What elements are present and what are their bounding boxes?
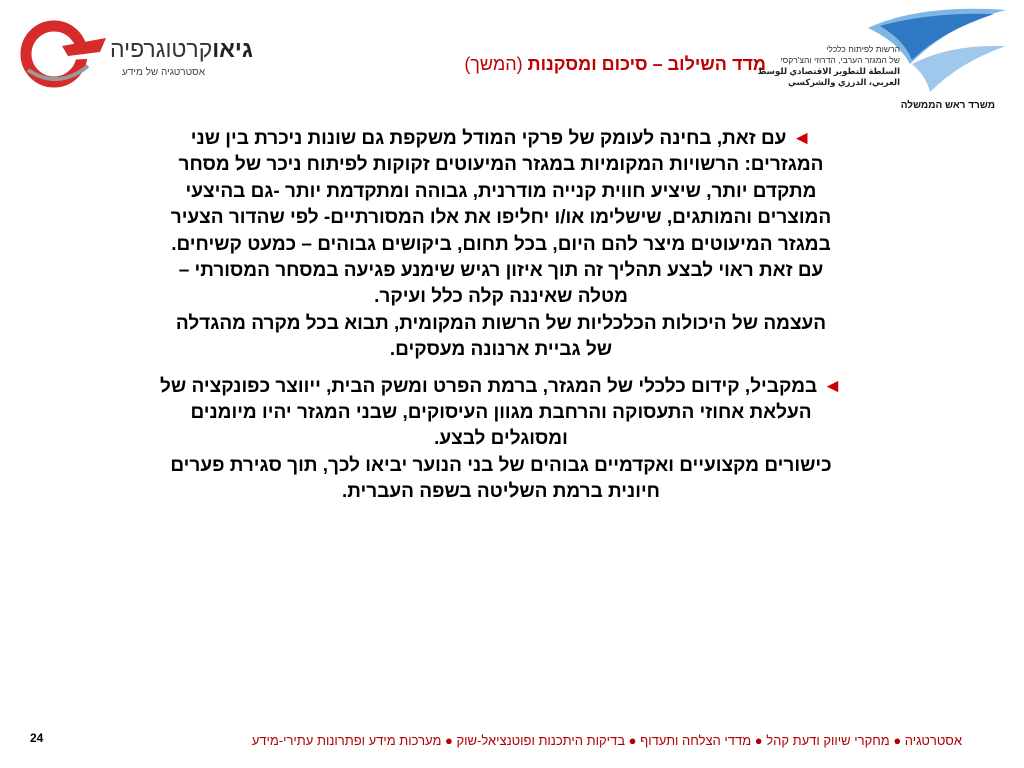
red-arrow-bullet-icon: ◄ <box>823 375 842 397</box>
page-number: 24 <box>30 731 44 745</box>
authority-name-line: הרשות לפיתוח כלכלי <box>826 44 900 54</box>
paragraph-line: ◄עם זאת, בחינה לעומק של פרקי המודל משקפת גם שונות ניכרת בין שני <box>190 128 812 149</box>
authority-name-line: של המגזר הערבי, הדרוזי והצ'רקסי <box>780 55 900 65</box>
paragraph-line: במגזר המיעוטים מיצר להם היום, בכל תחום, ביקושים גבוהים – כמעט קשיחים. <box>171 233 831 255</box>
paragraph-line: ומסוגלים לבצע. <box>434 428 568 450</box>
economic-development-authority-logo <box>757 4 1015 116</box>
geocartography-emblem-icon <box>18 18 108 88</box>
slide-title <box>300 54 766 75</box>
bullet-paragraph <box>78 126 924 364</box>
geocartography-logo <box>18 18 253 88</box>
paragraph-line: של גביית ארנונה מעסקים. <box>389 339 613 361</box>
bullet-paragraph <box>78 374 924 506</box>
paragraph-line: העלאת אחוזי התעסוקה והרחבת מגוון העיסוקים, שבני המגזר יהיו מיומנים <box>190 402 812 424</box>
slide-title-main: מדד השילוב – סיכום ומסקנות <box>527 54 766 74</box>
authority-name-arabic-line: السلطة للتطوير الاقتصادي للوسط <box>757 66 900 76</box>
paragraph-line: מטלה שאיננה קלה כלל ועיקר. <box>374 286 628 308</box>
slide-body <box>78 126 924 516</box>
authority-name-block <box>757 44 900 88</box>
red-arrow-bullet-icon: ◄ <box>792 128 812 149</box>
footer-services-line: אסטרטגיה ● מחקרי שיווק ודעת קהל ● מדדי הצלחה ותעדוף ● בדיקות היתכנות ופוטנציאל-שוק ● מערכות מידע ופתרונות עתירי-מידע <box>251 733 962 748</box>
paragraph-line: מתקדם יותר, שיציע חווית קנייה מודרנית, גבוהה ומתקדמת יותר -גם בהיצעי <box>185 180 817 202</box>
paragraph-line: כישורים מקצועיים ואקדמיים גבוהים של בני הנוער יביאו לכך, תוך סגירת פערים <box>170 454 832 476</box>
paragraph-line: העצמה של היכולות הכלכליות של הרשות המקומית, תבוא בכל מקרה מהגדלה <box>175 312 827 334</box>
authority-name-arabic-line: العربي، الدرزي والشركسي <box>787 77 900 87</box>
paragraph-line: המוצרים והמותגים, שישלימו או/ו יחליפו את אלו המסורתיים- לפי שהדור הצעיר <box>170 207 832 229</box>
paragraph-line: עם זאת ראוי לבצע תהליך זה תוך איזון רגיש שימנע פגיעה במסחר המסורתי – <box>178 260 824 282</box>
geocartography-tagline: אסטרטגיה של מידע <box>122 67 205 78</box>
paragraph-line: המגזרים: הרשויות המקומיות במגזר המיעוטים זקוקות לפיתוח ניכר של מסחר <box>178 154 824 176</box>
geocartography-brand-name: גיאוקרטוגרפיה <box>110 36 253 62</box>
prime-minister-office-label: משרד ראש הממשלה <box>900 100 995 111</box>
paragraph-line: ◄במקביל, קידום כלכלי של המגזר, ברמת הפרט ומשק הבית, ייווצר כפונקציה של <box>160 375 842 397</box>
paragraph-line: חיונית ברמת השליטה בשפה העברית. <box>342 481 660 503</box>
slide-title-continued: (המשך) <box>464 54 523 74</box>
